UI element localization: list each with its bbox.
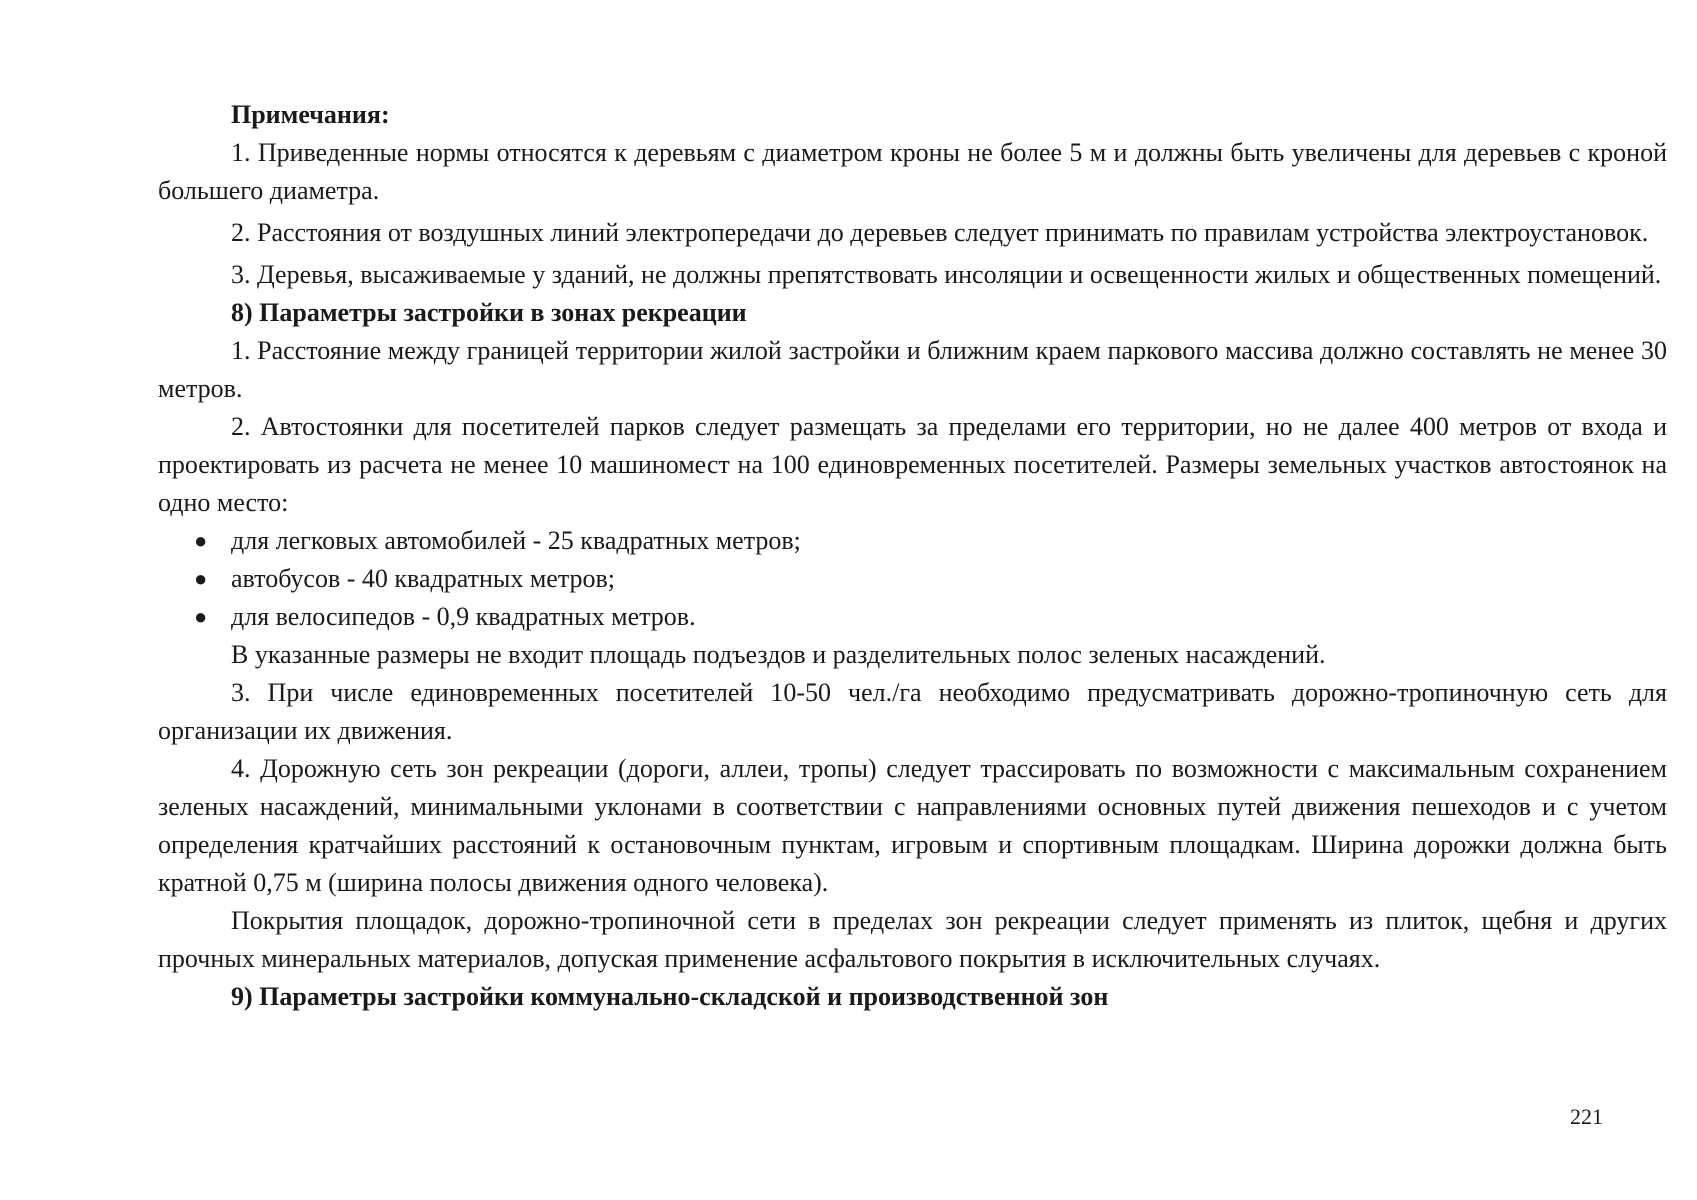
section-8-paragraph-5: Покрытия площадок, дорожно-тропиночной сети в пределах зон рекреации следует применять из плиток, щебня и других прочных минеральных материалов, допуская применение асфальтового покрытия в исключительных случаях. (158, 906, 1667, 973)
list-item (158, 598, 1667, 636)
note-2: 2. Расстояния от воздушных линий электропередачи до деревьев следует принимать по правилам устройства электроустановок. (231, 218, 1649, 247)
bullet-icon: ● (194, 528, 208, 553)
section-8-paragraph-4: 4. Дорожную сеть зон рекреации (дороги, аллеи, тропы) следует трассировать по возможности с максимальным сохранением зеленых насаждений, минимальными уклонами в соответствии с направлениями основных путей движения пешеходов и с учетом определения кратчайших расстояний к остановочным пунктам, игровым и спортивным площадкам. Ширина дорожки должна быть кратной 0,75 м (ширина полосы движения одного человека). (158, 754, 1667, 897)
list-item (158, 522, 1667, 560)
notes-heading: Примечания: (231, 100, 390, 129)
list-item (158, 560, 1667, 598)
list-item-text: для велосипедов - 0,9 квадратных метров. (231, 602, 696, 631)
page-number: 221 (1570, 1104, 1603, 1129)
note-3: 3. Деревья, высаживаемые у зданий, не должны препятствовать инсоляции и освещенности жилых и общественных помещений. (231, 260, 1662, 289)
section-8-paragraph-3: 3. При числе единовременных посетителей 10-50 чел./га необходимо предусматривать дорожно-тропиночную сеть для организации их движения. (158, 678, 1667, 745)
parking-area-list (158, 522, 1667, 636)
section-8-paragraph-after-list: В указанные размеры не входит площадь подъездов и разделительных полос зеленых насаждений. (231, 640, 1326, 669)
section-8-heading: 8) Параметры застройки в зонах рекреации (231, 298, 747, 327)
section-8-paragraph-1: 1. Расстояние между границей территории жилой застройки и ближним краем паркового массива должно составлять не менее 30 метров. (158, 336, 1667, 403)
list-item-text: автобусов - 40 квадратных метров; (231, 564, 616, 593)
section-9-heading: 9) Параметры застройки коммунально-складской и производственной зон (231, 982, 1109, 1011)
list-item-text: для легковых автомобилей - 25 квадратных метров; (231, 526, 801, 555)
note-1: 1. Приведенные нормы относятся к деревьям с диаметром кроны не более 5 м и должны быть увеличены для деревьев с кроной большего диаметра. (158, 138, 1667, 205)
bullet-icon: ● (194, 604, 208, 629)
document-page (158, 96, 1667, 1016)
bullet-icon: ● (194, 566, 208, 591)
section-8-paragraph-2: 2. Автостоянки для посетителей парков следует размещать за пределами его территории, но не далее 400 метров от входа и проектировать из расчета не менее 10 машиномест на 100 единовременных посетителей. Размеры земельных участков автостоянок на одно место: (158, 412, 1667, 517)
